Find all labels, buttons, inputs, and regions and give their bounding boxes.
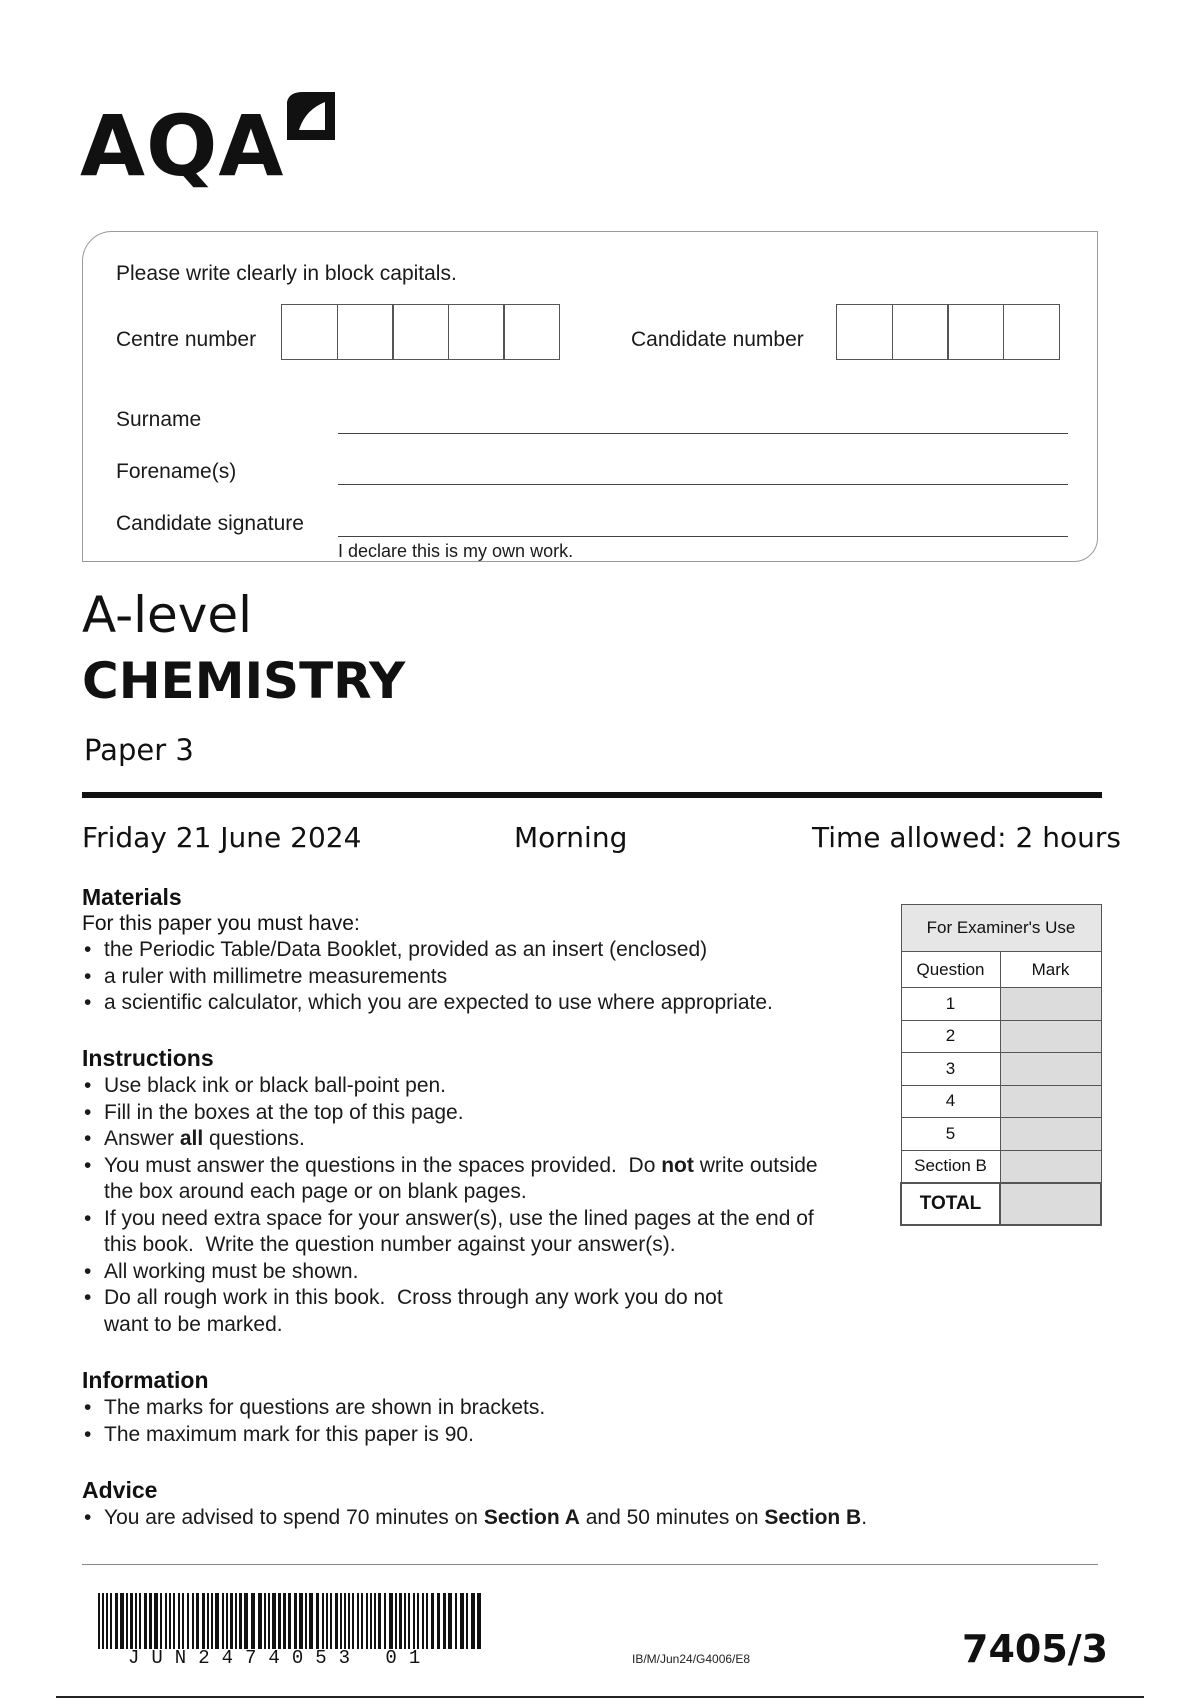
list-item-text: write outside <box>693 1153 818 1177</box>
barcode-bar <box>272 1593 276 1649</box>
list-item: • the Periodic Table/Data Booklet, provided as an insert (enclosed) <box>82 937 882 964</box>
barcode-bar <box>366 1593 368 1649</box>
barcode-bar <box>305 1593 307 1649</box>
signature-label: Candidate signature <box>116 512 304 535</box>
list-item-text: Use black ink or black ball-point pen. <box>104 1074 447 1097</box>
barcode-bar <box>408 1593 410 1649</box>
barcode-bar <box>426 1593 428 1649</box>
materials-heading: Materials <box>82 884 182 910</box>
exam-session: Morning <box>514 821 628 854</box>
exam-date: Friday 21 June 2024 <box>82 821 362 854</box>
list-item: • The marks for questions are shown in brackets. <box>82 1395 882 1422</box>
list-item-text: If you need extra space for your answer(s), use the lined pages at the end of <box>104 1206 814 1230</box>
list-item-text: and 50 minutes on <box>579 1506 765 1529</box>
barcode-bar <box>110 1593 112 1649</box>
mark-cell <box>1000 988 1101 1021</box>
barcode-bar <box>268 1593 270 1649</box>
list-item: • a ruler with millimetre measurements <box>82 964 882 991</box>
centre-number-label: Centre number <box>116 328 257 351</box>
examiner-use-table <box>900 904 1102 1226</box>
barcode-bar <box>251 1593 255 1649</box>
mark-cell <box>1000 1053 1101 1086</box>
candidate-number-label: Candidate number <box>631 328 804 351</box>
barcode-bar <box>135 1593 137 1649</box>
barcode-bar <box>330 1593 332 1649</box>
centre-number-digit-4[interactable] <box>448 304 505 360</box>
list-item-text: Answer <box>104 1127 180 1150</box>
list-item-text: . <box>861 1506 868 1529</box>
surname-field[interactable] <box>338 433 1068 434</box>
barcode-bar <box>309 1593 313 1649</box>
qualification-level: A-level <box>82 586 253 644</box>
barcode-bar <box>154 1593 158 1649</box>
candidate-number-digit-4[interactable] <box>1003 304 1060 360</box>
barcode-bar <box>417 1593 419 1649</box>
barcode-bar <box>370 1593 372 1649</box>
barcode-bar <box>226 1593 228 1649</box>
barcode-bar <box>455 1593 457 1649</box>
list-item <box>82 1259 902 1286</box>
barcode-bar <box>149 1593 152 1649</box>
list-item-text: You are advised to spend 70 minutes on <box>104 1506 484 1529</box>
barcode-bar <box>294 1593 297 1649</box>
information-heading: Information <box>82 1367 209 1393</box>
footer-divider <box>82 1564 1098 1565</box>
list-item-text: this book. Write the question number against your answer(s). <box>104 1233 676 1256</box>
question-number: 2 <box>901 1020 1000 1053</box>
barcode-bar <box>395 1593 397 1649</box>
block-capitals-instruction: Please write clearly in block capitals. <box>116 262 457 285</box>
list-item <box>82 1153 902 1206</box>
barcode-bar <box>471 1593 475 1649</box>
mark-cell <box>1000 1020 1101 1053</box>
barcode-bar <box>187 1593 189 1649</box>
barcode-bar <box>196 1593 199 1649</box>
barcode-bar <box>389 1593 393 1649</box>
barcode-bar <box>126 1593 128 1649</box>
list-item: • a scientific calculator, which you are expected to use where appropriate. <box>82 990 882 1017</box>
table-row <box>901 1085 1101 1118</box>
list-item-text: Do all rough work in this book. Cross through any work you do not <box>104 1286 723 1309</box>
list-item-text: Fill in the boxes at the top of this page. <box>104 1100 464 1124</box>
subject-title: CHEMISTRY <box>82 652 406 710</box>
heading-divider <box>82 792 1102 798</box>
paper-number: Paper 3 <box>84 733 194 767</box>
barcode-bar <box>399 1593 402 1649</box>
barcode-bar <box>348 1593 350 1649</box>
forenames-field[interactable] <box>338 484 1068 485</box>
centre-number-digit-3[interactable] <box>392 304 449 360</box>
barcode-bar <box>460 1593 464 1649</box>
candidate-number-digit-3[interactable] <box>947 304 1004 360</box>
forenames-label: Forename(s) <box>116 460 237 483</box>
mark-cell <box>1000 1118 1101 1151</box>
declaration-text: I declare this is my own work. <box>338 541 574 561</box>
question-number: 4 <box>901 1085 1000 1118</box>
barcode-bar <box>340 1593 342 1649</box>
barcode-bar <box>98 1593 100 1649</box>
barcode-bar <box>357 1593 359 1649</box>
signature-field[interactable] <box>338 536 1068 537</box>
list-item-text: want to be marked. <box>104 1312 283 1336</box>
barcode-bar <box>299 1593 303 1649</box>
barcode-bar <box>322 1593 324 1649</box>
question-number: Section B <box>901 1150 1000 1183</box>
emphasis-text: Section B <box>764 1506 862 1529</box>
barcode-bar <box>120 1593 124 1649</box>
barcode-bar <box>288 1593 291 1649</box>
barcode-bar <box>278 1593 281 1649</box>
table-row <box>901 1150 1101 1183</box>
table-row <box>901 1118 1101 1151</box>
list-item-text: You must answer the questions in the spaces provided. Do <box>104 1153 662 1177</box>
barcode-bar <box>211 1593 213 1649</box>
emphasis-text: Section A <box>483 1506 580 1529</box>
barcode-bar <box>335 1593 338 1649</box>
total-label: TOTAL <box>901 1183 1000 1225</box>
barcode-bar <box>178 1593 180 1649</box>
barcode-bar <box>144 1593 147 1649</box>
emphasis-text: not <box>661 1153 694 1177</box>
mark-cell <box>1000 1150 1101 1183</box>
list-item-text: the box around each page or on blank pages. <box>104 1180 527 1203</box>
barcode-bar <box>139 1593 141 1649</box>
examiner-table-title: For Examiner's Use <box>901 905 1101 952</box>
table-row <box>901 1053 1101 1086</box>
list-item: • The maximum mark for this paper is 90. <box>82 1422 882 1449</box>
table-row <box>901 1020 1101 1053</box>
barcode-bar <box>182 1593 184 1649</box>
barcode-bar <box>352 1593 354 1649</box>
barcode-bar <box>316 1593 319 1649</box>
barcode-digits: JUN2474053 01 <box>128 1647 433 1669</box>
candidate-number-digit-1[interactable] <box>836 304 893 360</box>
advice-heading: Advice <box>82 1477 158 1503</box>
barcode-bar <box>443 1593 446 1649</box>
barcode-bar <box>192 1593 194 1649</box>
table-row <box>901 988 1101 1021</box>
instructions-heading: Instructions <box>82 1045 214 1071</box>
centre-number-digit-1[interactable] <box>281 304 338 360</box>
barcode-bar <box>130 1593 133 1649</box>
barcode-bar <box>244 1593 248 1649</box>
barcode-bar <box>264 1593 266 1649</box>
instructions-list <box>82 1073 902 1338</box>
barcode <box>98 1593 482 1649</box>
barcode-bar <box>202 1593 205 1649</box>
barcode-bar <box>431 1593 434 1649</box>
question-number: 3 <box>901 1053 1000 1086</box>
centre-number-boxes[interactable] <box>281 304 559 360</box>
mark-cell <box>1000 1085 1101 1118</box>
barcode-bar <box>165 1593 167 1649</box>
barcode-bar <box>326 1593 328 1649</box>
aqa-logo <box>80 88 380 198</box>
surname-label: Surname <box>116 408 202 431</box>
question-number: 1 <box>901 988 1000 1021</box>
paper-code: 7405/3 <box>962 1627 1109 1671</box>
barcode-bar <box>102 1593 104 1649</box>
barcode-bar <box>413 1593 415 1649</box>
mark-column-header: Mark <box>1000 952 1101 988</box>
barcode-bar <box>384 1593 386 1649</box>
barcode-bar <box>283 1593 286 1649</box>
barcode-bar <box>477 1593 481 1649</box>
document-reference: IB/M/Jun24/G4006/E8 <box>632 1652 751 1666</box>
materials-list <box>82 937 882 1017</box>
barcode-bar <box>258 1593 262 1649</box>
barcode-bar <box>230 1593 233 1649</box>
barcode-bar <box>173 1593 175 1649</box>
materials-intro: For this paper you must have: <box>82 912 360 935</box>
barcode-bar <box>437 1593 440 1649</box>
information-list <box>82 1395 882 1448</box>
barcode-bar <box>169 1593 171 1649</box>
barcode-bar <box>239 1593 242 1649</box>
list-item <box>82 1073 902 1100</box>
emphasis-text: all <box>179 1127 204 1150</box>
barcode-bar <box>344 1593 346 1649</box>
total-mark-cell <box>1000 1183 1101 1225</box>
barcode-bar <box>106 1593 108 1649</box>
barcode-bar <box>235 1593 237 1649</box>
barcode-bar <box>422 1593 424 1649</box>
barcode-bar <box>222 1593 224 1649</box>
total-row <box>901 1183 1101 1225</box>
centre-number-digit-5[interactable] <box>503 304 560 360</box>
barcode-bar <box>466 1593 468 1649</box>
aqa-leaf-icon <box>283 88 339 144</box>
barcode-bar <box>404 1593 406 1649</box>
candidate-number-boxes[interactable] <box>836 304 1058 360</box>
list-item-text: questions. <box>203 1127 305 1150</box>
centre-number-digit-2[interactable] <box>337 304 394 360</box>
barcode-bar <box>215 1593 219 1649</box>
barcode-bar <box>115 1593 118 1649</box>
list-item-text: All working must be shown. <box>104 1259 359 1283</box>
list-item <box>82 1126 902 1153</box>
barcode-bar <box>374 1593 376 1649</box>
list-item <box>82 1505 982 1532</box>
question-number: 5 <box>901 1118 1000 1151</box>
barcode-bar <box>207 1593 209 1649</box>
candidate-number-digit-2[interactable] <box>892 304 949 360</box>
barcode-bar <box>160 1593 162 1649</box>
barcode-bar <box>448 1593 452 1649</box>
list-item <box>82 1285 902 1338</box>
list-item <box>82 1206 902 1259</box>
barcode-bar <box>378 1593 381 1649</box>
time-allowed: Time allowed: 2 hours <box>812 821 1121 854</box>
list-item <box>82 1100 902 1127</box>
advice-list <box>82 1505 982 1532</box>
barcode-bar <box>361 1593 363 1649</box>
logo-text: AQA <box>80 97 285 195</box>
question-column-header: Question <box>901 952 1000 988</box>
page-bottom-rule <box>56 1696 1144 1698</box>
